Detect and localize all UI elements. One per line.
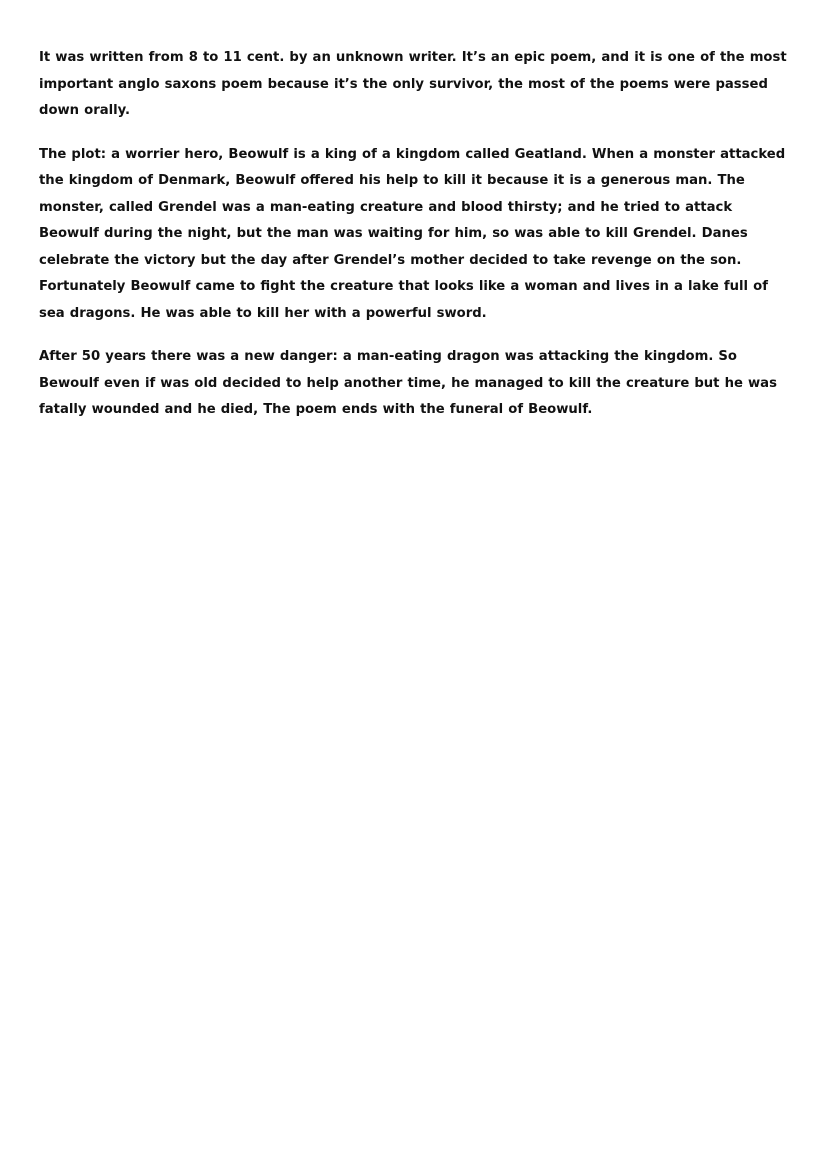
paragraph-introduction: It was written from 8 to 11 cent. by an unknown writer. It’s an epic poem, and it is one of the most important anglo saxons poem because it’s the only survivor, the most of the poems were passed down orally.: [39, 50, 787, 118]
paragraph-dragon: After 50 years there was a new danger: a man-eating dragon was attacking the kingdom. So Bewoulf even if was old decided to help another time, he managed to kill the creature but he was fatally wounded and he died, The poem ends with the funeral of Beowulf.: [39, 349, 777, 417]
paragraph-plot: The plot: a worrier hero, Beowulf is a king of a kingdom called Geatland. When a monster attacked the kingdom of Denmark, Beowulf offered his help to kill it because it is a generous man. The monster, called Grendel was a man-eating creature and blood thirsty; and he tried to attack Beowulf during the night, but the man was waiting for him, so was able to kill Grendel. Danes celebrate the victory but the day after Grendel’s mother decided to take revenge on the son. Fortunately Beowulf came to fight the creature that looks like a woman and lives in a lake full of sea dragons. He was able to kill her with a powerful sword.: [39, 146, 786, 321]
document-body: [39, 45, 795, 441]
